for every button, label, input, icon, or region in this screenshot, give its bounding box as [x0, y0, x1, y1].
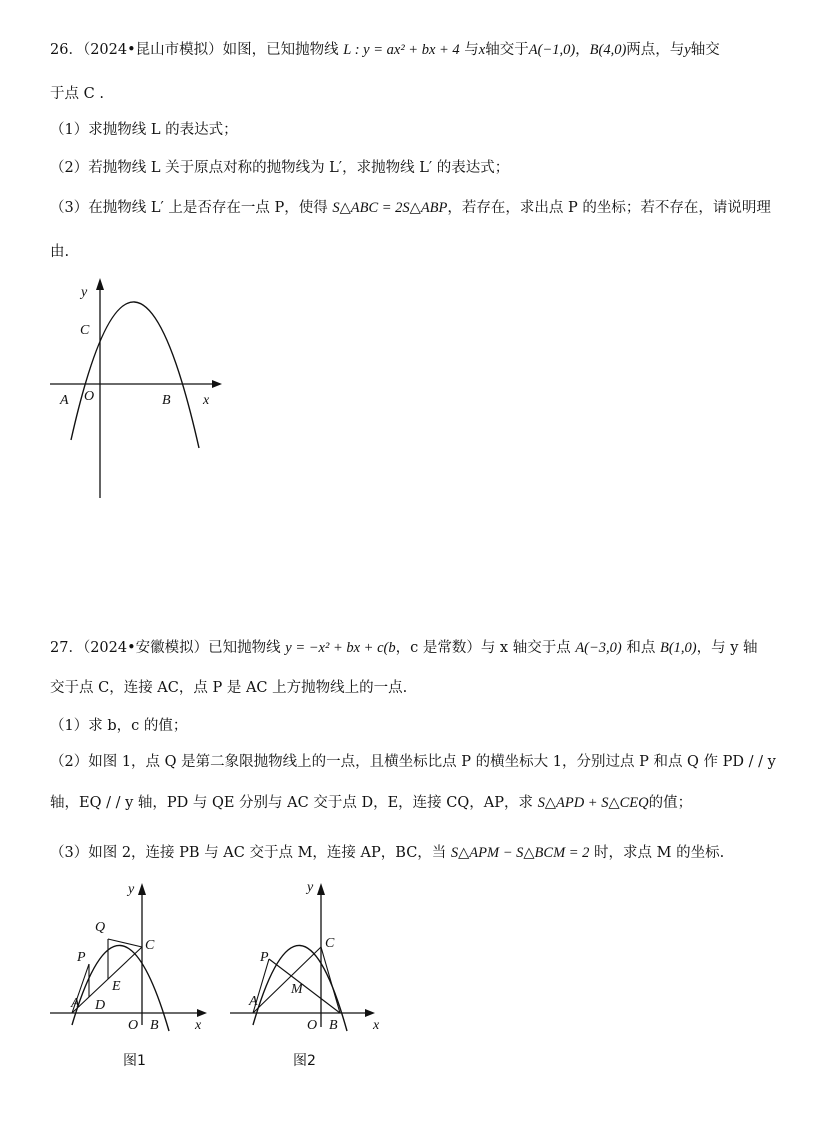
q26-y-axis-symbol: y: [684, 42, 691, 58]
q27-part-3-text-a: （3）如图 2，连接 PB 与 AC 交于点 M，连接 AP，BC，当: [50, 845, 447, 861]
fig2-x-arrow-icon: [365, 1009, 375, 1017]
q26-label-y: y: [81, 285, 88, 300]
fig1-label-p: P: [77, 950, 86, 965]
q26-part-3: [50, 198, 771, 218]
fig2-label-a: A: [249, 994, 258, 1009]
fig2-label-x: x: [373, 1018, 380, 1033]
q27-text-4: ，与 y 轴: [696, 640, 758, 656]
q26-part-2: （2）若抛物线 L 关于原点对称的抛物线为 L′，求抛物线 L′ 的表达式；: [50, 160, 510, 176]
q27-equation: y = −x² + bx + c(b: [285, 640, 396, 656]
fig1-label-o: O: [128, 1018, 139, 1033]
q27-source: （2024•安徽模拟）: [82, 640, 209, 656]
q26-source: （2024•昆山市模拟）: [82, 42, 223, 58]
q26-part-3-text-b: ，若存在，求出点 P 的坐标；若不存在，请说明理: [447, 200, 771, 216]
fig1-caption: 图1: [123, 1053, 146, 1069]
fig2-label-c: C: [325, 936, 335, 951]
q26-x-axis-symbol: x: [478, 42, 486, 58]
fig1-label-b: B: [150, 1018, 159, 1033]
q26-figure: [40, 270, 240, 510]
q26-comma: ，: [575, 42, 590, 58]
q26-label-c: C: [80, 323, 90, 338]
q27-part-1: （1）求 b，c 的值；: [50, 718, 188, 734]
fig2-segment-pb: [269, 959, 340, 1013]
q27-figure-2: [225, 875, 400, 1075]
fig2-label-m: M: [291, 982, 303, 997]
q26-line-1: 26．（2024•昆山市模拟）如图，已知抛物线 L : y = ax² + bx + 4 与x轴交于A(−1,0)，B(4,0)两点，与y轴交: [50, 42, 720, 58]
q27-text-1: 已知抛物线: [208, 640, 281, 656]
fig1-label-e: E: [112, 979, 121, 994]
q26-part-1: （1）求抛物线 L 的表达式；: [50, 122, 238, 138]
fig1-y-arrow-icon: [138, 883, 146, 895]
q26-text-3: 轴交于: [485, 42, 529, 58]
fig1-label-d: D: [95, 998, 106, 1013]
fig2-segment-bc: [321, 947, 340, 1013]
q27-part-2-text-c: 的值；: [648, 795, 693, 811]
q26-y-arrow-icon: [96, 278, 104, 290]
q27-figure-1: [45, 875, 220, 1075]
q26-line-2: 于点 C .: [50, 86, 104, 102]
q27-number: 27: [50, 640, 69, 656]
fig1-x-arrow-icon: [197, 1009, 207, 1017]
q26-text-5: 轴交: [690, 42, 720, 58]
fig2-label-y: y: [307, 880, 314, 895]
fig1-label-q: Q: [95, 920, 106, 935]
q27-area-difference: S△APM − S△BCM = 2: [450, 845, 590, 861]
q27-part-3-text-b: 时，求点 M 的坐标.: [594, 845, 725, 861]
fig2-label-b: B: [329, 1018, 338, 1033]
q27-text-3: 和点: [626, 640, 656, 656]
q26-text-2: 与: [464, 42, 479, 58]
q27-part-2-text-b: 轴，EQ / / y 轴，PD 与 QE 分别与 AC 交于点 D，E，连接 CQ，AP，求: [50, 795, 533, 811]
fig1-label-c: C: [145, 938, 155, 953]
q26-label-o: O: [84, 389, 95, 404]
q26-text-1: 如图，已知抛物线: [222, 42, 339, 58]
q27-point-b: B(1,0): [659, 640, 697, 656]
q27-part-3: [50, 843, 724, 863]
fig2-label-o: O: [307, 1018, 318, 1033]
q27-part-2-b: [50, 793, 692, 813]
q26-text-4: 两点，与: [626, 42, 685, 58]
fig1-label-x: x: [195, 1018, 202, 1033]
q26-label-a: A: [60, 393, 69, 408]
q26-label-b: B: [162, 393, 171, 408]
fig2-y-arrow-icon: [317, 883, 325, 895]
q27-area-sum: S△APD + S△CEQ: [537, 795, 649, 811]
fig2-caption: 图2: [293, 1053, 316, 1069]
q27-line-2: 交于点 C，连接 AC，点 P 是 AC 上方抛物线上的一点.: [50, 680, 408, 696]
fig2-label-p: P: [260, 950, 269, 965]
q26-area-equation: S△ABC = 2S△ABP: [332, 200, 448, 216]
q27-line-1: 27．（2024•安徽模拟）已知抛物线 y = −x² + bx + c(b，c 是常数）与 x 轴交于点 A(−3,0) 和点 B(1,0)，与 y 轴: [50, 640, 758, 656]
fig1-label-y: y: [128, 882, 135, 897]
q26-part-3-text-a: （3）在抛物线 L′ 上是否存在一点 P，使得: [50, 200, 328, 216]
fig1-segment-cq: [108, 939, 142, 947]
q27-text-2: ，c 是常数）与 x 轴交于点: [395, 640, 571, 656]
q27-point-a: A(−3,0): [575, 640, 622, 656]
q26-number: 26: [50, 42, 69, 58]
q26-equation: L : y = ax² + bx + 4: [343, 42, 460, 58]
q26-parabola: [71, 302, 199, 448]
q27-part-2-a: （2）如图 1，点 Q 是第二象限抛物线上的一点，且横坐标比点 P 的横坐标大 1，分别过点 P 和点 Q 作 PD / / y: [50, 754, 776, 770]
q26-point-b: B(4,0): [589, 42, 627, 58]
q26-x-arrow-icon: [212, 380, 222, 388]
q26-part-3-cont: 由.: [50, 244, 70, 260]
q26-label-x: x: [203, 393, 210, 408]
fig1-label-a: A: [71, 996, 80, 1011]
q26-point-a: A(−1,0): [528, 42, 576, 58]
